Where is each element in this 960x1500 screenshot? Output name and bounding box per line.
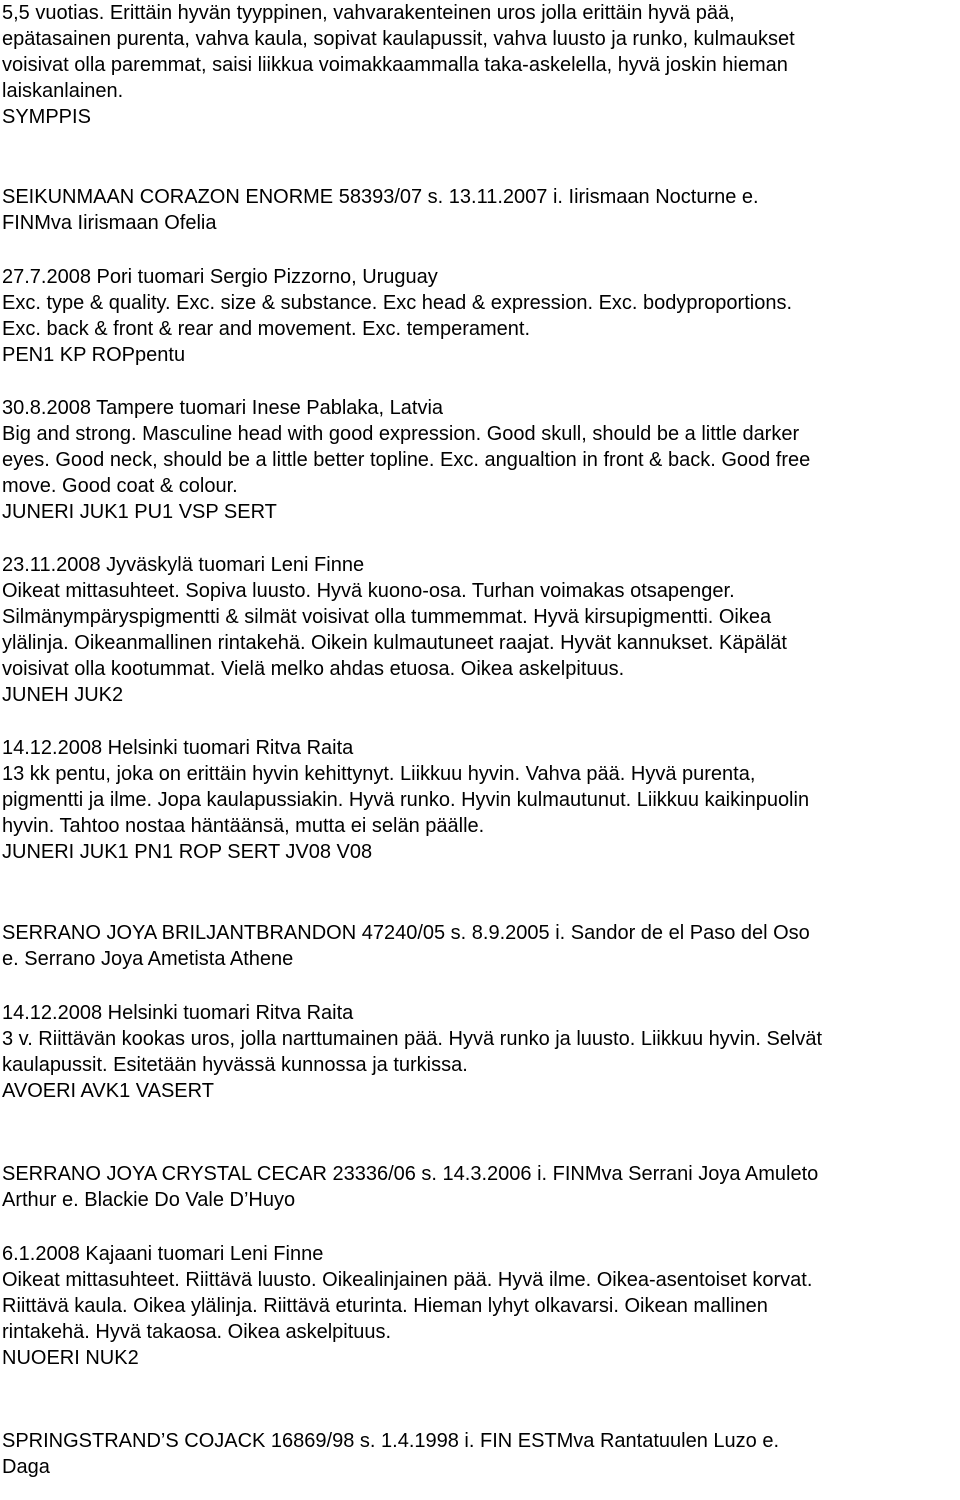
text-line: Oikeat mittasuhteet. Riittävä luusto. Oikealinjainen pää. Hyvä ilme. Oikea-asentoiset korvat.	[2, 1269, 813, 1291]
text-line: FINMva Iirismaan Ofelia	[2, 212, 217, 234]
text-line: Exc. back & front & rear and movement. Exc. temperament.	[2, 318, 530, 340]
text-line: JUNERI JUK1 PN1 ROP SERT JV08 V08	[2, 841, 373, 863]
text-line: JUNEH JUK2	[2, 684, 124, 706]
text-line: pigmentti ja ilme. Jopa kaulapussiakin. Hyvä runko. Hyvin kulmautunut. Liikkuu kaikinpuolin	[2, 789, 810, 811]
text-line: 14.12.2008 Helsinki tuomari Ritva Raita	[2, 737, 354, 759]
text-line: rintakehä. Hyvä takaosa. Oikea askelpituus.	[2, 1321, 392, 1343]
text-line: Big and strong. Masculine head with good expression. Good skull, should be a little darker	[2, 423, 800, 445]
text-line: SEIKUNMAAN CORAZON ENORME 58393/07 s. 13.11.2007 i. Iirismaan Nocturne e.	[2, 186, 759, 208]
text-line: PEN1 KP ROPpentu	[2, 344, 186, 366]
text-line: Riittävä kaula. Oikea ylälinja. Riittävä eturinta. Hieman lyhyt olkavarsi. Oikean mallinen	[2, 1295, 768, 1317]
text-line: 23.11.2008 Jyväskylä tuomari Leni Finne	[2, 554, 365, 576]
text-line: SERRANO JOYA BRILJANTBRANDON 47240/05 s. 8.9.2005 i. Sandor de el Paso del Oso	[2, 922, 810, 944]
text-line: laiskanlainen.	[2, 80, 124, 102]
text-line: move. Good coat & colour.	[2, 475, 238, 497]
text-line: Oikeat mittasuhteet. Sopiva luusto. Hyvä kuono-osa. Turhan voimakas otsapenger.	[2, 580, 735, 602]
text-line: SYMPPIS	[2, 106, 91, 128]
text-line: 6.1.2008 Kajaani tuomari Leni Finne	[2, 1243, 324, 1265]
text-line: AVOERI AVK1 VASERT	[2, 1080, 214, 1102]
text-line: 13 kk pentu, joka on erittäin hyvin kehittynyt. Liikkuu hyvin. Vahva pää. Hyvä purenta,	[2, 763, 756, 785]
text-line: 3 v. Riittävän kookas uros, jolla narttumainen pää. Hyvä runko ja luusto. Liikkuu hyvin. Selvät	[2, 1028, 823, 1050]
text-line: Arthur e. Blackie Do Vale D’Huyo	[2, 1189, 296, 1211]
text-line: Daga	[2, 1456, 50, 1478]
text-line: voisivat olla paremmat, saisi liikkua voimakkaammalla taka-askelella, hyvä joskin hieman	[2, 54, 788, 76]
text-line: 30.8.2008 Tampere tuomari Inese Pablaka, Latvia	[2, 397, 444, 419]
text-line: SPRINGSTRAND’S COJACK 16869/98 s. 1.4.1998 i. FIN ESTMva Rantatuulen Luzo e.	[2, 1430, 780, 1452]
text-line: 5,5 vuotias. Erittäin hyvän tyyppinen, vahvarakenteinen uros jolla erittäin hyvä pää,	[2, 2, 735, 24]
text-line: epätasainen purenta, vahva kaula, sopivat kaulapussit, vahva luusto ja runko, kulmaukset	[2, 28, 795, 50]
text-line: eyes. Good neck, should be a little better topline. Exc. angualtion in front & back. Good free	[2, 449, 811, 471]
text-line: ylälinja. Oikeanmallinen rintakehä. Oikein kulmautuneet raajat. Hyvät kannukset. Käpälät	[2, 632, 787, 654]
text-line: 27.7.2008 Pori tuomari Sergio Pizzorno, Uruguay	[2, 266, 438, 288]
text-line: JUNERI JUK1 PU1 VSP SERT	[2, 501, 277, 523]
text-line: Exc. type & quality. Exc. size & substance. Exc head & expression. Exc. bodyproportions.	[2, 292, 793, 314]
text-line: hyvin. Tahtoo nostaa häntäänsä, mutta ei selän päälle.	[2, 815, 485, 837]
text-line: e. Serrano Joya Ametista Athene	[2, 948, 294, 970]
text-line: Silmänympäryspigmentti & silmät voisivat olla tummemmat. Hyvä kirsupigmentti. Oikea	[2, 606, 772, 628]
text-line: SERRANO JOYA CRYSTAL CECAR 23336/06 s. 14.3.2006 i. FINMva Serrani Joya Amuleto	[2, 1163, 819, 1185]
text-line: NUOERI NUK2	[2, 1347, 139, 1369]
text-line: kaulapussit. Esitetään hyvässä kunnossa ja turkissa.	[2, 1054, 468, 1076]
text-line: 14.12.2008 Helsinki tuomari Ritva Raita	[2, 1002, 354, 1024]
text-line: voisivat olla kootummat. Vielä melko ahdas etuosa. Oikea askelpituus.	[2, 658, 625, 680]
